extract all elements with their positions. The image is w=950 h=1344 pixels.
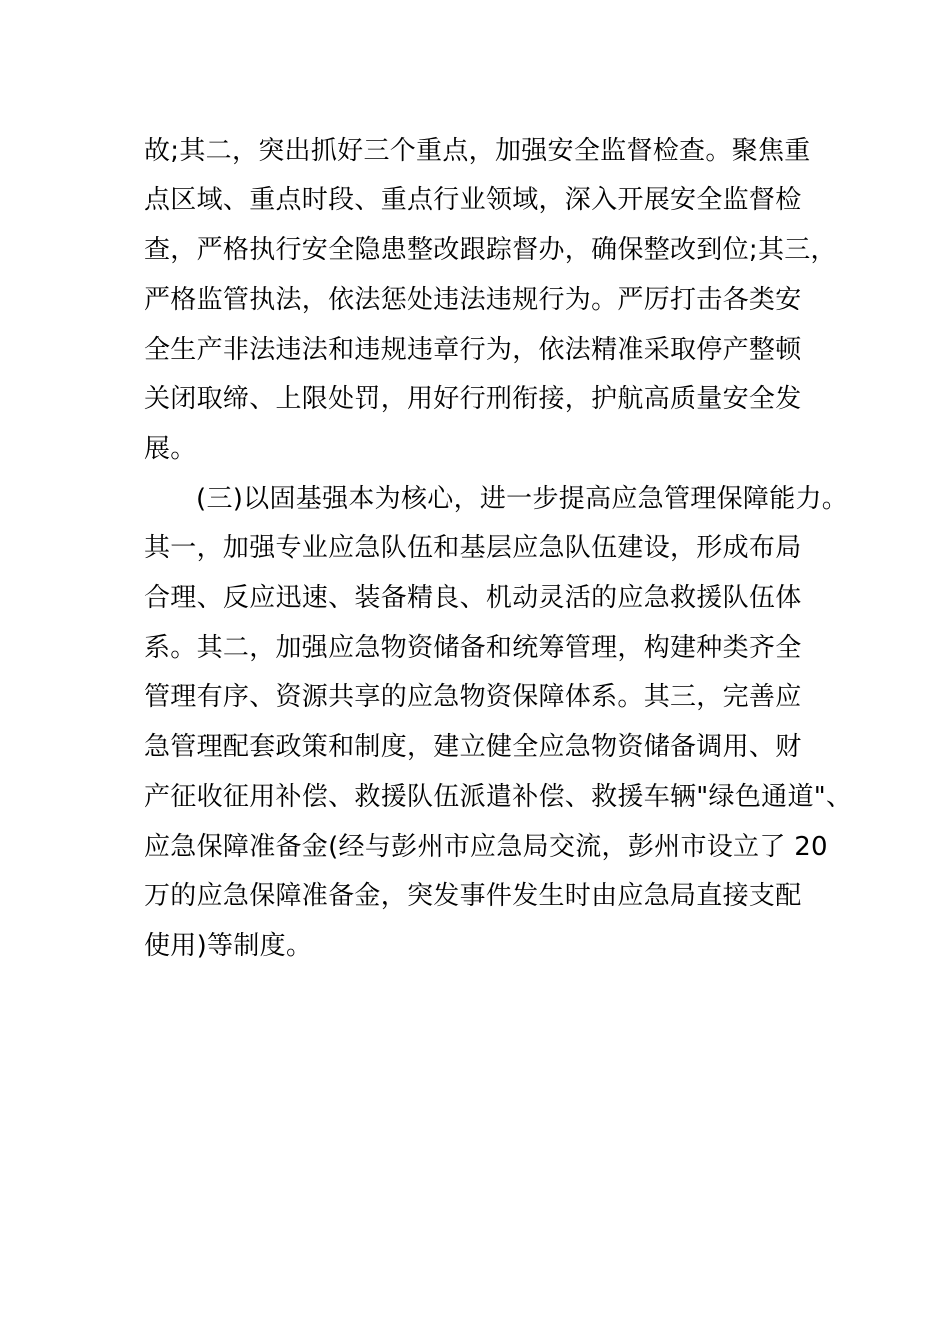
text-line: 其一，加强专业应急队伍和基层应急队伍建设，形成布局 (144, 533, 802, 563)
text-line: 故;其二，突出抓好三个重点，加强安全监督检查。聚焦重 (144, 136, 811, 166)
text-line: 系。其二，加强应急物资储备和统筹管理，构建种类齐全 (144, 633, 802, 663)
section-heading-line: (三)以固基强本为核心，进一步提高应急管理保障能力。 (196, 484, 849, 514)
text-line: 严格监管执法，依法惩处违法违规行为。严厉打击各类安 (144, 285, 802, 315)
text-line: 点区域、重点时段、重点行业领域，深入开展安全监督检 (144, 185, 802, 215)
text-line: 展。 (144, 434, 197, 464)
text-line: 查，严格执行安全隐患整改跟踪督办，确保整改到位;其三， (144, 235, 837, 265)
text-line: 急管理配套政策和制度，建立健全应急物资储备调用、财 (144, 732, 802, 762)
text-line: 万的应急保障准备金，突发事件发生时由应急局直接支配 (144, 881, 802, 911)
text-line: 全生产非法违法和违规违章行为，依法精准采取停产整顿 (144, 335, 802, 365)
text-line: 使用)等制度。 (144, 931, 313, 961)
text-line: 应急保障准备金(经与彭州市应急局交流，彭州市设立了 20 (144, 832, 828, 862)
text-line: 管理有序、资源共享的应急物资保障体系。其三，完善应 (144, 682, 802, 712)
text-line: 合理、反应迅速、装备精良、机动灵活的应急救援队伍体 (144, 583, 802, 613)
text-line: 关闭取缔、上限处罚，用好行刑衔接，护航高质量安全发 (144, 384, 802, 414)
text-line: 产征收征用补偿、救援队伍派遣补偿、救援车辆"绿色通道"、 (144, 782, 853, 812)
